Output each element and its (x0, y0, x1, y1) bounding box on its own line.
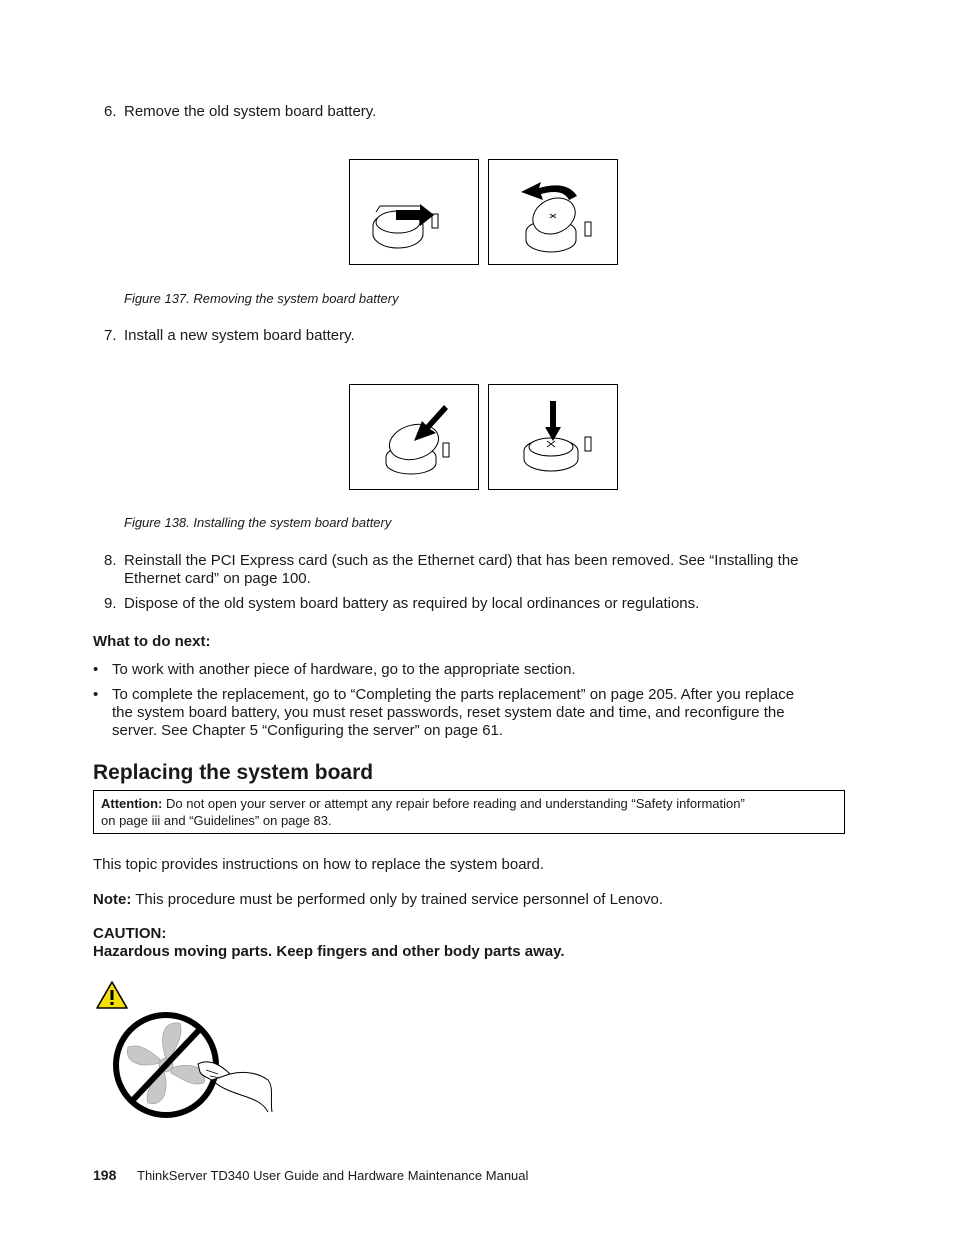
list-item (93, 686, 853, 740)
note-paragraph (93, 891, 663, 909)
figure-138-caption: Figure 138. Installing the system board battery (124, 515, 392, 530)
bullet-text-line-2: the system board battery, you must reset passwords, reset system date and time, and reconfigure the (112, 704, 785, 721)
step-number: 9. (104, 595, 117, 612)
bullet-marker: • (93, 661, 99, 678)
note-text: This procedure must be performed only by trained service personnel of Lenovo. (135, 891, 664, 908)
warning-triangle-icon (95, 980, 129, 1010)
figure-138-panel-1 (349, 384, 479, 490)
bullet-text: To work with another piece of hardware, go to the appropriate section. (112, 661, 576, 678)
what-next-heading: What to do next: (93, 633, 211, 650)
figure-138-panel-2 (488, 384, 618, 490)
page-number: 198 (93, 1167, 117, 1183)
step-number: 8. (104, 552, 117, 569)
note-label: Note: (93, 891, 132, 908)
section-title: Replacing the system board (93, 761, 374, 784)
step-9 (104, 595, 864, 613)
caution-text: Hazardous moving parts. Keep fingers and other body parts away. (93, 943, 565, 960)
list-item (93, 661, 853, 679)
step-text-line-1: Reinstall the PCI Express card (such as the Ethernet card) that has been removed. See “Installing the (124, 552, 799, 569)
battery-press-down-illustration (489, 385, 617, 489)
battery-lift-out-illustration (489, 160, 617, 264)
step-text: Install a new system board battery. (124, 327, 355, 344)
attention-label: Attention: (101, 796, 163, 811)
figure-137-panel-1 (349, 159, 479, 265)
step-6 (104, 103, 804, 121)
no-fingers-fan-icon (108, 1008, 276, 1122)
battery-insert-angle-illustration (350, 385, 478, 489)
step-text-line-2: Ethernet card” on page 100. (124, 570, 311, 587)
attention-text-line-1: Do not open your server or attempt any repair before reading and understanding “Safety information” (166, 796, 745, 811)
step-number: 6. (104, 103, 117, 120)
attention-notice (93, 790, 845, 834)
caution-label: CAUTION: (93, 925, 167, 942)
bullet-text-line-3: server. See Chapter 5 “Configuring the server” on page 61. (112, 722, 504, 739)
bullet-text-line-1: To complete the replacement, go to “Completing the parts replacement” on page 205. After you replace (112, 686, 795, 703)
step-number: 7. (104, 327, 117, 344)
intro-paragraph: This topic provides instructions on how to replace the system board. (93, 856, 545, 873)
step-8 (104, 552, 864, 588)
step-text: Dispose of the old system board battery as required by local ordinances or regulations. (124, 595, 700, 612)
step-text: Remove the old system board battery. (124, 103, 377, 120)
figure-137-caption: Figure 137. Removing the system board battery (124, 291, 399, 306)
battery-slide-out-illustration (350, 160, 478, 264)
figure-137-panel-2 (488, 159, 618, 265)
step-7 (104, 327, 804, 345)
bullet-marker: • (93, 686, 99, 703)
footer-title: ThinkServer TD340 User Guide and Hardware Maintenance Manual (137, 1168, 529, 1183)
attention-text-line-2: on page iii and “Guidelines” on page 83. (101, 813, 332, 828)
